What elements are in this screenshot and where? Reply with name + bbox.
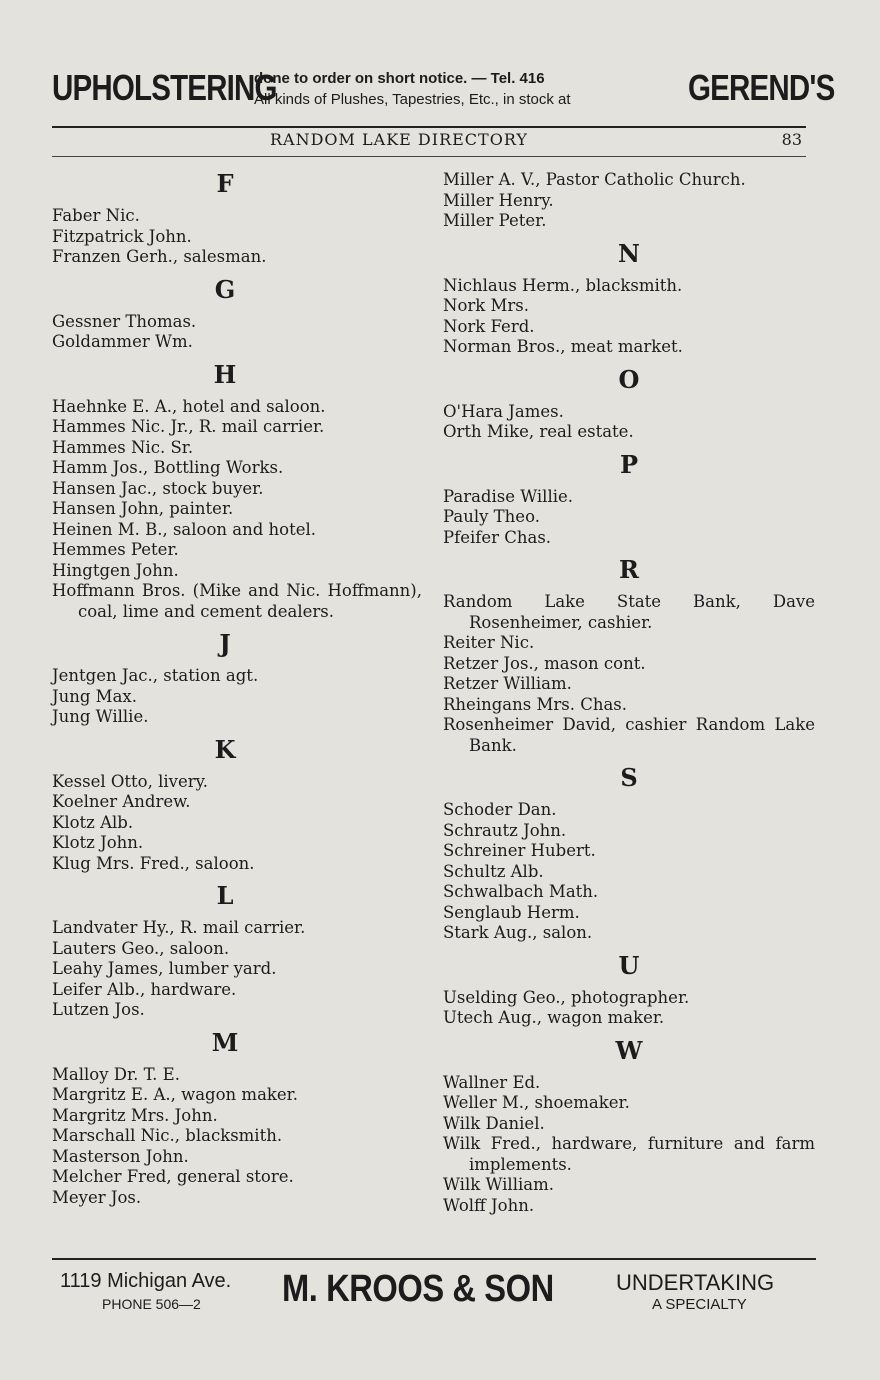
directory-entry: Klug Mrs. Fred., saloon.	[52, 853, 255, 873]
directory-entry: O'Hara James.	[443, 401, 564, 421]
directory-entry: Miller Henry.	[443, 190, 554, 210]
directory-entry: Haehnke E. A., hotel and saloon.	[52, 396, 326, 416]
directory-title: RANDOM LAKE DIRECTORY	[270, 130, 528, 149]
directory-entry: Rosenheimer David, cashier Random Lake Bank.	[443, 715, 815, 755]
section-letter: K	[214, 734, 236, 764]
section-letter: G	[214, 274, 236, 304]
directory-entry: Klotz John.	[52, 833, 144, 852]
directory-entry: Norman Bros., meat market.	[443, 337, 683, 356]
directory-entry: Landvater Hy., R. mail carrier.	[52, 918, 306, 937]
directory-entry: Malloy Dr. T. E.	[52, 1064, 180, 1084]
directory-entry: Wallner Ed.	[443, 1072, 541, 1092]
directory-entry: Wilk William.	[443, 1175, 554, 1194]
directory-entry: Weller M., shoemaker.	[443, 1093, 630, 1112]
directory-entry: Retzer William.	[443, 674, 572, 693]
directory-entry: Lutzen Jos.	[52, 1000, 145, 1019]
header-rule	[52, 156, 806, 157]
directory-entry: Schreiner Hubert.	[443, 841, 596, 860]
directory-entry: Utech Aug., wagon maker.	[443, 1008, 665, 1027]
directory-entry: Pfeifer Chas.	[443, 527, 552, 547]
directory-entry: Hammes Nic. Sr.	[52, 437, 194, 457]
ad-gerends: GEREND'S	[688, 67, 835, 108]
directory-entry: Wilk Fred., hardware, furniture and farm implements.	[443, 1134, 815, 1174]
directory-entry: Margritz E. A., wagon maker.	[52, 1085, 298, 1104]
directory-entry: Retzer Jos., mason cont.	[443, 653, 646, 673]
left-column	[52, 170, 422, 1208]
section-letter: O	[618, 364, 640, 394]
directory-entry: Masterson John.	[52, 1146, 189, 1166]
directory-entry: Nork Mrs.	[443, 296, 529, 315]
ad-service: UNDERTAKING	[616, 1270, 775, 1295]
directory-entry: Miller Peter.	[443, 211, 547, 230]
right-column	[443, 170, 815, 1216]
directory-entry: Hansen Jac., stock buyer.	[52, 478, 264, 498]
section-letter: P	[619, 449, 639, 479]
ad-line-2: All kinds of Plushes, Tapestries, Etc., in stock at	[254, 91, 571, 108]
section-letter: H	[213, 359, 237, 389]
directory-entry: Hammes Nic. Jr., R. mail carrier.	[52, 417, 325, 436]
directory-entry: Hamm Jos., Bottling Works.	[52, 458, 284, 477]
directory-entry: Stark Aug., salon.	[443, 923, 593, 942]
directory-entry: Melcher Fred, general store.	[52, 1167, 294, 1186]
directory-entry: Rheingans Mrs. Chas.	[443, 694, 627, 714]
section-letter: W	[615, 1035, 643, 1065]
ad-upholstering: UPHOLSTERING	[52, 67, 277, 108]
directory-entry: Margritz Mrs. John.	[52, 1105, 218, 1125]
page-number: 83	[781, 130, 802, 149]
ad-firm-name: M. KROOS & SON	[282, 1268, 554, 1310]
directory-entry: Faber Nic.	[52, 206, 140, 225]
directory-entry: Goldammer Wm.	[52, 332, 193, 351]
section-letter: J	[219, 629, 231, 658]
top-rule	[52, 126, 806, 128]
directory-entry: Koelner Andrew.	[52, 792, 191, 811]
directory-entry: Leifer Alb., hardware.	[52, 979, 237, 999]
directory-entry: Wilk Daniel.	[443, 1113, 545, 1133]
directory-entry: Orth Mike, real estate.	[443, 422, 634, 441]
directory-entry: Nork Ferd.	[443, 316, 535, 336]
directory-entry: Fitzpatrick John.	[52, 226, 192, 246]
directory-entry: Meyer Jos.	[52, 1187, 142, 1207]
section-letter: N	[618, 238, 640, 268]
top-advertisement	[48, 62, 835, 114]
directory-entry: Marschall Nic., blacksmith.	[52, 1126, 283, 1145]
section-letter: U	[618, 950, 640, 980]
ad-address: 1119 Michigan Ave.	[60, 1270, 232, 1292]
directory-entry: Reiter Nic.	[443, 633, 535, 652]
directory-entry: Pauly Theo.	[443, 507, 540, 526]
directory-entry: Jung Max.	[52, 686, 137, 706]
ad-text	[254, 68, 674, 110]
directory-entry: Hoffmann Bros. (Mike and Nic. Hoffmann), coal, lime and cement dealers.	[52, 581, 422, 621]
ad-line-1: done to order on short notice. — Tel. 416	[254, 70, 545, 87]
directory-entry: Paradise Willie.	[443, 486, 574, 506]
directory-entry: Gessner Thomas.	[52, 311, 197, 331]
directory-entry: Schoder Dan.	[443, 800, 557, 819]
section-letter: F	[216, 169, 234, 198]
directory-entry: Klotz Alb.	[52, 812, 134, 832]
directory-entry: Uselding Geo., photographer.	[443, 987, 690, 1007]
directory-entry: Lauters Geo., saloon.	[52, 938, 230, 958]
ad-phone: PHONE 506—2	[102, 1296, 201, 1312]
directory-entry: Leahy James, lumber yard.	[52, 959, 277, 978]
directory-entry: Kessel Otto, livery.	[52, 771, 208, 791]
directory-entry: Schultz Alb.	[443, 861, 544, 881]
directory-entry: Hansen John, painter.	[52, 499, 234, 518]
directory-entry: Jung Willie.	[52, 707, 149, 726]
directory-entry: Hingtgen John.	[52, 560, 179, 580]
running-header	[52, 130, 806, 152]
ad-specialty: A SPECIALTY	[652, 1296, 747, 1313]
directory-entry: Jentgen Jac., station agt.	[52, 666, 259, 685]
directory-entry: Random Lake State Bank, Dave Rosenheimer, cashier.	[443, 592, 815, 632]
directory-entry: Nichlaus Herm., blacksmith.	[443, 275, 683, 295]
directory-entry: Miller A. V., Pastor Catholic Church.	[443, 170, 746, 189]
directory-entry: Franzen Gerh., salesman.	[52, 247, 267, 266]
directory-entry: Schwalbach Math.	[443, 882, 599, 901]
directory-entry: Hemmes Peter.	[52, 540, 179, 559]
section-letter: L	[216, 881, 234, 910]
directory-entry: Senglaub Herm.	[443, 902, 580, 922]
section-letter: M	[211, 1027, 239, 1057]
bottom-advertisement	[52, 1266, 816, 1326]
bottom-rule	[52, 1258, 816, 1260]
directory-entry: Schrautz John.	[443, 820, 567, 840]
directory-entry: Wolff John.	[443, 1195, 535, 1215]
section-letter: S	[620, 763, 638, 792]
directory-entry: Heinen M. B., saloon and hotel.	[52, 519, 317, 539]
section-letter: R	[619, 555, 639, 584]
